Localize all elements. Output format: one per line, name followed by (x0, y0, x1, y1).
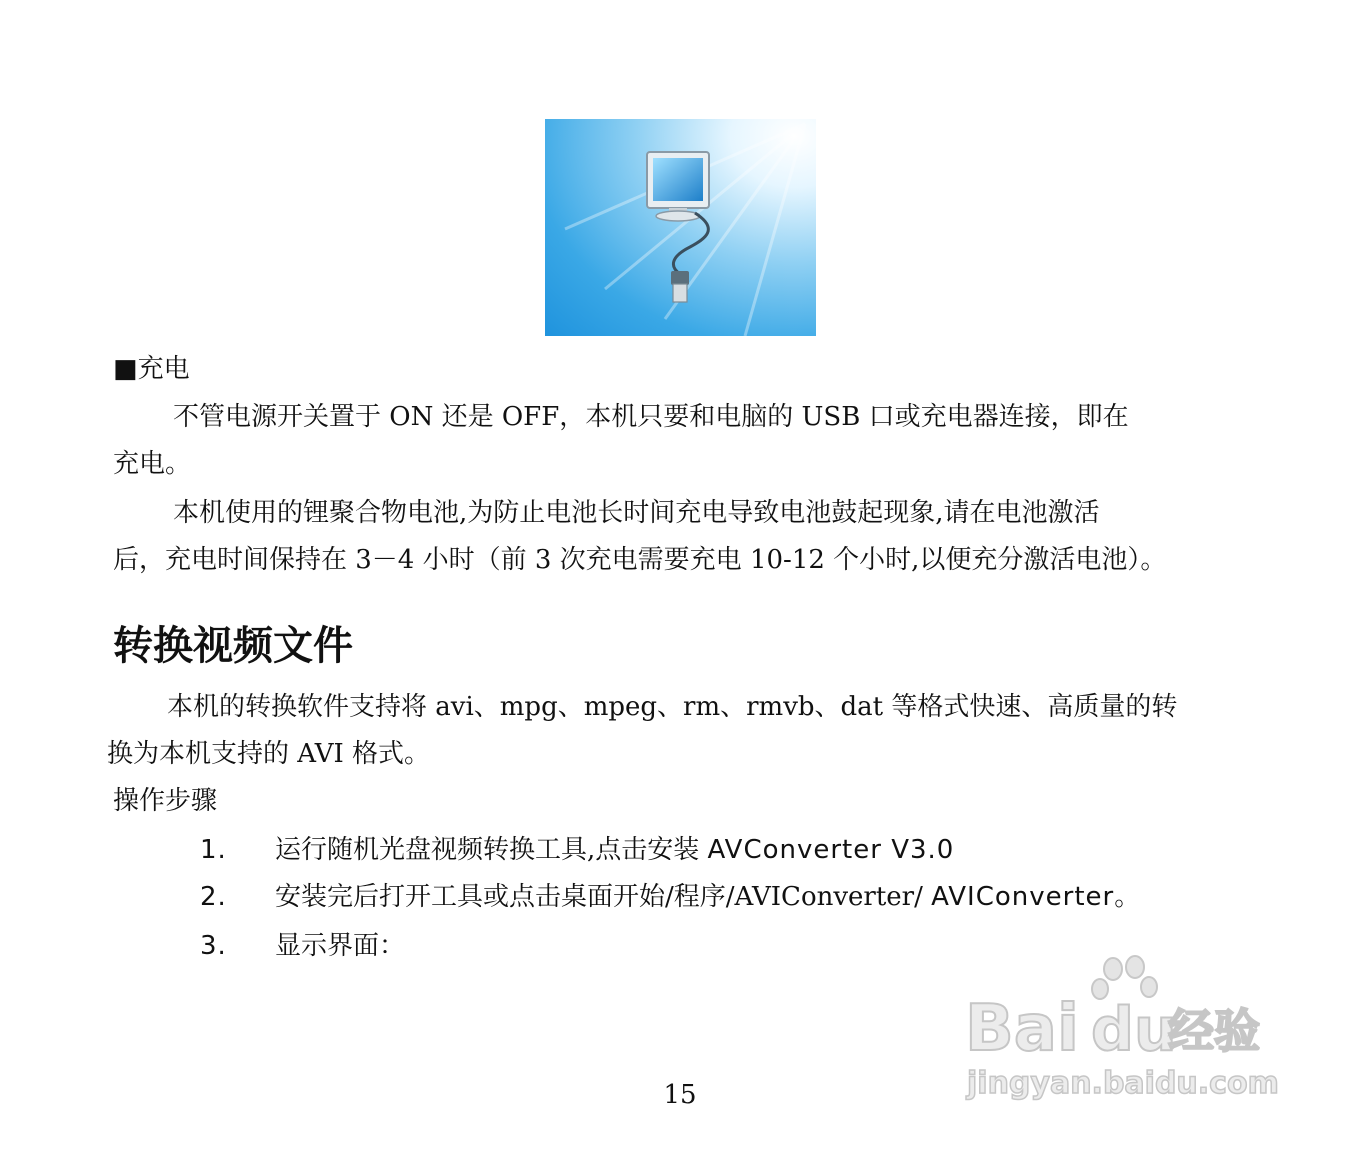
svg-text:jingyan.baidu.com: jingyan.baidu.com (967, 1066, 1279, 1101)
step-item-1 (200, 833, 954, 867)
section-charge-heading (113, 352, 190, 386)
step-item-3 (200, 929, 405, 963)
charge-para1-line1: 不管电源开关置于 ON 还是 OFF，本机只要和电脑的 USB 口或充电器连接，即在 (173, 402, 1129, 432)
charge-para2-line2: 后，充电时间保持在 3－4 小时（前 3 次充电需要充电 10-12 个小时,以便充分激活电池）。 (113, 545, 1167, 575)
convert-para-line2: 换为本机支持的 AVI 格式。 (107, 739, 431, 769)
svg-text:经验: 经验 (1168, 1004, 1260, 1058)
step-text: 运行随机光盘视频转换工具,点击安装 (275, 835, 700, 865)
section-convert-title: 转换视频文件 (113, 622, 353, 669)
convert-para-line1: 本机的转换软件支持将 avi、mpg、mpeg、rm、rmvb、dat 等格式快速、高质量的转 (167, 692, 1178, 722)
section-charge-title: 充电 (137, 354, 190, 384)
svg-text:Bai: Bai (965, 992, 1079, 1066)
steps-title: 操作步骤 (113, 786, 218, 816)
svg-text:du: du (1091, 995, 1177, 1065)
charge-para2-line1: 本机使用的锂聚合物电池,为防止电池长时间充电导致电池鼓起现象,请在电池激活 (173, 498, 1100, 528)
usb-connection-icon (545, 119, 816, 336)
page-number: 15 (663, 1080, 697, 1110)
step-text-tail: AVConverter V3.0 (707, 835, 955, 865)
bullet: ■ (113, 354, 138, 384)
step-number: 1. (200, 835, 227, 865)
usb-connection-illustration (545, 119, 816, 336)
step-number: 2. (200, 882, 227, 912)
charge-para1-line2: 充电。 (113, 449, 192, 479)
step-item-2 (200, 880, 1141, 914)
step-text: 安装完后打开工具或点击桌面开始/程序/AVIConverter/ (275, 882, 923, 912)
step-text-tail: AVIConverter。 (931, 882, 1142, 912)
step-number: 3. (200, 931, 227, 961)
step-text: 显示界面： (275, 931, 406, 961)
